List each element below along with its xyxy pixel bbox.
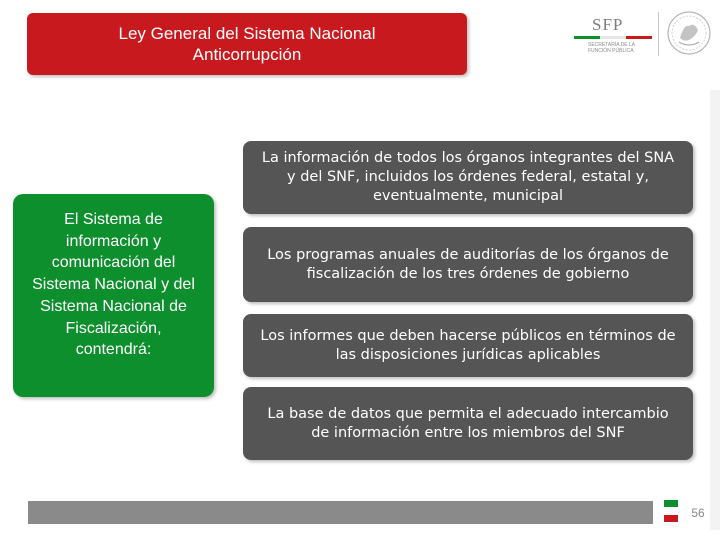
content-item-text: Los programas anuales de auditorías de los órganos de fiscalización de los tres órdenes de gobierno [267, 246, 669, 282]
content-item-text: La información de todos los órganos integrantes del SNA y del SNF, incluidos los órdenes federal, estatal y, eventualmente, municipal [261, 150, 675, 204]
content-item-4 [243, 387, 693, 460]
footer-bar [28, 501, 653, 524]
content-item-text: La base de datos que permita el adecuado intercambio de información entre los miembros del SNF [267, 405, 669, 441]
system-lead-box [13, 194, 214, 397]
page-number: 56 [691, 506, 705, 520]
content-item-2 [243, 227, 693, 302]
logo-subtitle: SECRETARÍA DE LA FUNCIÓN PÚBLICA [588, 42, 635, 54]
content-item-1 [243, 141, 693, 214]
system-lead-text: El Sistema de información y comunicación del Sistema Nacional y del Sistema Nacional de Fiscalización, contendrá: [32, 211, 195, 359]
right-edge-shading [710, 90, 720, 530]
content-item-3 [243, 314, 693, 377]
logo-wordmark: SFP [592, 15, 624, 34]
national-seal-icon [666, 10, 712, 56]
logo-divider [658, 12, 659, 56]
flag-icon [664, 500, 678, 522]
title-banner [27, 13, 467, 75]
logo-tricolor-stripe [574, 36, 652, 39]
page-title: Ley General del Sistema Nacional Anticorrupción [118, 24, 376, 64]
sfp-logo [566, 8, 716, 60]
content-item-text: Los informes que deben hacerse públicos en términos de las disposiciones jurídicas aplicables [260, 327, 676, 363]
